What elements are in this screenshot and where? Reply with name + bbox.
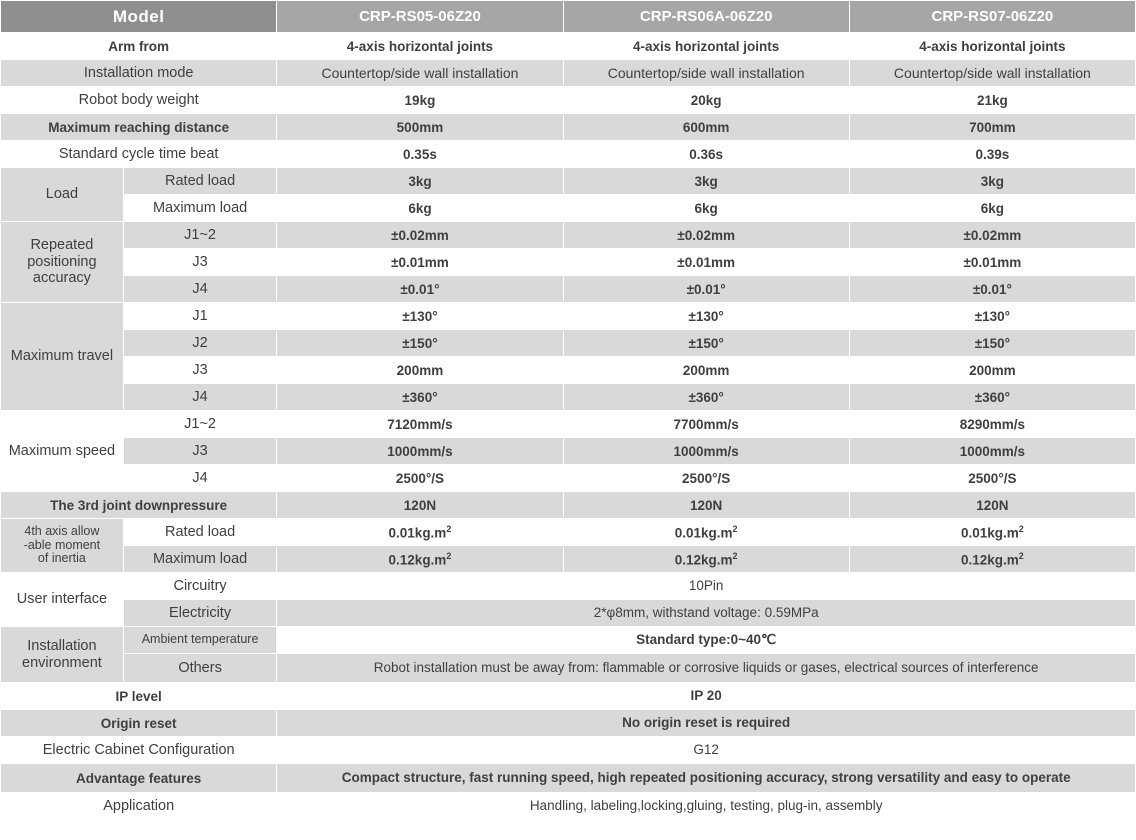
table-row — [1, 384, 1136, 411]
row-label-fa-rated-load: Rated load — [123, 519, 277, 546]
cell-ms-j4-2: 2500°/S — [563, 465, 849, 492]
cell-mt-j3-2: 200mm — [563, 357, 849, 384]
cell-arm-from-1: 4-axis horizontal joints — [277, 33, 563, 60]
cell-ip-level-value: IP 20 — [277, 683, 1136, 710]
cell-mt-j1-3: ±130° — [849, 303, 1135, 330]
row-label-rp-j12: J1~2 — [123, 222, 277, 249]
row-label-mt-j3: J3 — [123, 357, 277, 384]
table-row — [1, 683, 1136, 710]
cell-mt-j3-1: 200mm — [277, 357, 563, 384]
table-row — [1, 573, 1136, 600]
cell-mt-j2-2: ±150° — [563, 330, 849, 357]
table-row — [1, 654, 1136, 683]
table-row — [1, 737, 1136, 764]
cell-ms-j3-1: 1000mm/s — [277, 438, 563, 465]
cell-mt-j4-2: ±360° — [563, 384, 849, 411]
cell-rp-j3-3: ±0.01mm — [849, 249, 1135, 276]
cell-fa-max-2-text: 0.12kg.m — [674, 552, 733, 568]
cell-ms-j3-3: 1000mm/s — [849, 438, 1135, 465]
table-row — [1, 519, 1136, 546]
table-row — [1, 627, 1136, 654]
row-label-installation-mode: Installation mode — [1, 60, 277, 87]
row-label-circuitry: Circuitry — [123, 573, 277, 600]
table-row — [1, 330, 1136, 357]
cell-rp-j3-2: ±0.01mm — [563, 249, 849, 276]
cell-fa-rated-1 — [277, 519, 563, 546]
cell-weight-3: 21kg — [849, 87, 1135, 114]
cell-fa-rated-1-text: 0.01kg.m — [388, 525, 447, 541]
row-label-max-load: Maximum load — [123, 195, 277, 222]
cell-third-joint-2: 120N — [563, 492, 849, 519]
cell-fa-rated-2 — [563, 519, 849, 546]
group-label-user-interface: User interface — [1, 573, 124, 627]
row-label-electric-cabinet: Electric Cabinet Configuration — [1, 737, 277, 764]
row-label-mt-j4: J4 — [123, 384, 277, 411]
cell-fa-max-1 — [277, 546, 563, 573]
installation-environment-title: Installation environment — [22, 637, 102, 671]
table-row — [1, 600, 1136, 627]
cell-installation-mode-3: Countertop/side wall installation — [849, 60, 1135, 87]
cell-mt-j4-3: ±360° — [849, 384, 1135, 411]
row-label-rp-j4: J4 — [123, 276, 277, 303]
cell-max-reach-2: 600mm — [563, 114, 849, 141]
cell-mt-j4-1: ±360° — [277, 384, 563, 411]
row-label-max-reach: Maximum reaching distance — [1, 114, 277, 141]
row-label-origin-reset: Origin reset — [1, 710, 277, 737]
cell-fa-rated-3-text: 0.01kg.m — [960, 525, 1019, 541]
cell-fa-max-3 — [849, 546, 1135, 573]
table-row — [1, 492, 1136, 519]
row-label-robot-body-weight: Robot body weight — [1, 87, 277, 114]
header-model-1: CRP-RS05-06Z20 — [277, 1, 563, 33]
superscript-2: 2 — [732, 550, 738, 561]
cell-fa-max-1-text: 0.12kg.m — [388, 552, 447, 568]
cell-max-reach-1: 500mm — [277, 114, 563, 141]
table-row — [1, 546, 1136, 573]
table-header-row — [1, 1, 1136, 33]
cell-rp-j12-2: ±0.02mm — [563, 222, 849, 249]
cell-max-reach-3: 700mm — [849, 114, 1135, 141]
table-row — [1, 710, 1136, 737]
cell-rated-load-3: 3kg — [849, 168, 1135, 195]
table-row — [1, 303, 1136, 330]
row-label-ms-j4: J4 — [123, 465, 277, 492]
cell-max-load-1: 6kg — [277, 195, 563, 222]
cell-weight-1: 19kg — [277, 87, 563, 114]
cell-mt-j2-1: ±150° — [277, 330, 563, 357]
cell-mt-j3-3: 200mm — [849, 357, 1135, 384]
fourth-axis-line-3: of inertia — [37, 551, 86, 566]
row-label-third-joint-downpressure: The 3rd joint downpressure — [1, 492, 277, 519]
table-row — [1, 438, 1136, 465]
cell-installation-mode-1: Countertop/side wall installation — [277, 60, 563, 87]
superscript-2: 2 — [1018, 523, 1024, 534]
row-label-others: Others — [123, 654, 277, 683]
table-row — [1, 411, 1136, 438]
superscript-2: 2 — [446, 523, 452, 534]
row-label-rated-load: Rated load — [123, 168, 277, 195]
cell-rp-j4-2: ±0.01° — [563, 276, 849, 303]
row-label-arm-from: Arm from — [1, 33, 277, 60]
group-label-maximum-speed: Maximum speed — [1, 411, 124, 492]
row-label-ambient-temperature: Ambient temperature — [123, 627, 277, 654]
cell-mt-j1-2: ±130° — [563, 303, 849, 330]
header-model-label: Model — [1, 1, 277, 33]
table-row — [1, 114, 1136, 141]
superscript-2: 2 — [732, 523, 738, 534]
cell-electric-cabinet-value: G12 — [277, 737, 1136, 764]
superscript-2: 2 — [1018, 550, 1024, 561]
cell-ms-j12-1: 7120mm/s — [277, 411, 563, 438]
row-label-mt-j1: J1 — [123, 303, 277, 330]
cell-ms-j4-3: 2500°/S — [849, 465, 1135, 492]
cell-origin-reset-value: No origin reset is required — [277, 710, 1136, 737]
group-label-load: Load — [1, 168, 124, 222]
cell-cycle-time-2: 0.36s — [563, 141, 849, 168]
row-label-rp-j3: J3 — [123, 249, 277, 276]
cell-third-joint-3: 120N — [849, 492, 1135, 519]
group-label-installation-environment — [1, 627, 124, 683]
cell-ms-j12-2: 7700mm/s — [563, 411, 849, 438]
cell-fa-max-3-text: 0.12kg.m — [960, 552, 1019, 568]
header-model-2: CRP-RS06A-06Z20 — [563, 1, 849, 33]
table-row — [1, 357, 1136, 384]
group-label-repeated-positioning: Repeated positioning accuracy — [1, 222, 124, 303]
table-row — [1, 33, 1136, 60]
table-row — [1, 87, 1136, 114]
row-label-cycle-time: Standard cycle time beat — [1, 141, 277, 168]
cell-cycle-time-1: 0.35s — [277, 141, 563, 168]
cell-ms-j12-3: 8290mm/s — [849, 411, 1135, 438]
cell-arm-from-3: 4-axis horizontal joints — [849, 33, 1135, 60]
cell-rp-j4-1: ±0.01° — [277, 276, 563, 303]
row-label-mt-j2: J2 — [123, 330, 277, 357]
cell-mt-j1-1: ±130° — [277, 303, 563, 330]
row-label-ip-level: IP level — [1, 683, 277, 710]
table-row — [1, 276, 1136, 303]
cell-rated-load-1: 3kg — [277, 168, 563, 195]
group-label-maximum-travel: Maximum travel — [1, 303, 124, 411]
table-row — [1, 60, 1136, 87]
cell-others-value: Robot installation must be away from: flammable or corrosive liquids or gases, electrical sources of interference — [277, 654, 1136, 683]
cell-cycle-time-3: 0.39s — [849, 141, 1135, 168]
row-label-electricity: Electricity — [123, 600, 277, 627]
cell-circuitry-value: 10Pin — [277, 573, 1136, 600]
cell-max-load-3: 6kg — [849, 195, 1135, 222]
table-row — [1, 764, 1136, 793]
row-label-fa-max-load: Maximum load — [123, 546, 277, 573]
row-label-application: Application — [1, 793, 277, 820]
table-row — [1, 465, 1136, 492]
cell-fa-rated-2-text: 0.01kg.m — [674, 525, 733, 541]
cell-installation-mode-2: Countertop/side wall installation — [563, 60, 849, 87]
cell-fa-max-2 — [563, 546, 849, 573]
table-row — [1, 793, 1136, 820]
cell-rp-j12-3: ±0.02mm — [849, 222, 1135, 249]
table-row — [1, 249, 1136, 276]
table-row — [1, 168, 1136, 195]
cell-rp-j4-3: ±0.01° — [849, 276, 1135, 303]
table-row — [1, 141, 1136, 168]
cell-rated-load-2: 3kg — [563, 168, 849, 195]
row-label-ms-j3: J3 — [123, 438, 277, 465]
table-row — [1, 195, 1136, 222]
fourth-axis-line-2: -able moment — [23, 537, 101, 552]
cell-rp-j12-1: ±0.02mm — [277, 222, 563, 249]
cell-max-load-2: 6kg — [563, 195, 849, 222]
cell-third-joint-1: 120N — [277, 492, 563, 519]
cell-mt-j2-3: ±150° — [849, 330, 1135, 357]
cell-ms-j4-1: 2500°/S — [277, 465, 563, 492]
cell-rp-j3-1: ±0.01mm — [277, 249, 563, 276]
row-label-advantage-features: Advantage features — [1, 764, 277, 793]
cell-fa-rated-3 — [849, 519, 1135, 546]
row-label-ms-j12: J1~2 — [123, 411, 277, 438]
cell-arm-from-2: 4-axis horizontal joints — [563, 33, 849, 60]
table-row — [1, 222, 1136, 249]
header-model-3: CRP-RS07-06Z20 — [849, 1, 1135, 33]
fourth-axis-line-1: 4th axis allow — [24, 523, 100, 538]
cell-ms-j3-2: 1000mm/s — [563, 438, 849, 465]
cell-ambient-temperature-value: Standard type:0~40℃ — [277, 627, 1136, 654]
cell-weight-2: 20kg — [563, 87, 849, 114]
superscript-2: 2 — [446, 550, 452, 561]
cell-application-value: Handling, labeling,locking,gluing, testing, plug-in, assembly — [277, 793, 1136, 820]
cell-advantage-features-value: Compact structure, fast running speed, high repeated positioning accuracy, strong versatility and easy to operate — [277, 764, 1136, 793]
cell-electricity-value: 2*φ8mm, withstand voltage: 0.59MPa — [277, 600, 1136, 627]
group-label-fourth-axis-inertia — [1, 519, 124, 573]
